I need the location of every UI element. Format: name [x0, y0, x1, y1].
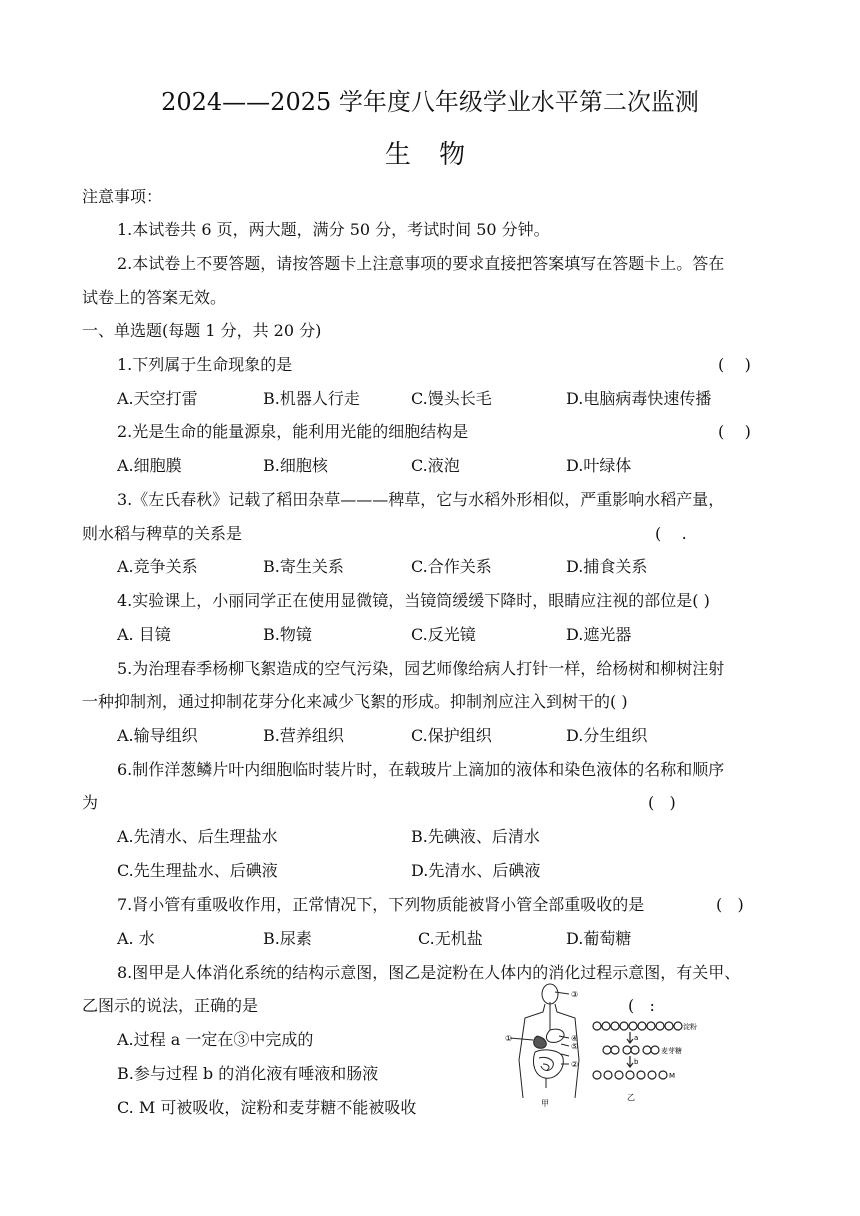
question-3-option-b: B.寄生关系 — [263, 557, 344, 576]
question-6-option-b: B.先碘液、后清水 — [411, 827, 540, 846]
question-7-option-b: B.尿素 — [263, 929, 312, 948]
figure-label-m: M — [669, 1072, 676, 1080]
question-7-option-a: A. 水 — [117, 929, 155, 948]
question-3-stem-line2: 则水稻与稗草的关系是 — [82, 524, 243, 543]
question-7-option-c: C.无机盐 — [418, 929, 483, 948]
question-3-stem-line1: 3.《左氏春秋》记载了稻田杂草———稗草，它与水稻外形相似，严重影响水稻产量， — [117, 490, 725, 509]
section-heading: 一、单选题(每题 1 分，共 20 分) — [82, 321, 322, 340]
figure-num-5: ⑤ — [571, 1042, 579, 1051]
question-1-stem: 1.下列属于生命现象的是 — [117, 355, 293, 374]
question-4-option-b: B.物镜 — [263, 625, 312, 644]
question-6-option-c: C.先生理盐水、后碘液 — [117, 861, 278, 880]
figure-label-a: a — [634, 1034, 639, 1042]
question-7-stem: 7.肾小管有重吸收作用，正常情况下，下列物质能被肾小管全部重吸收的是 — [117, 895, 645, 914]
question-2-stem: 2.光是生命的能量源泉，能利用光能的细胞结构是 — [117, 422, 469, 441]
question-6-option-a: A.先清水、后生理盐水 — [117, 827, 278, 846]
figure-num-1: ① — [505, 1034, 513, 1043]
question-7-option-d: D.葡萄糖 — [566, 929, 632, 948]
question-8-stem-line2: 乙图示的说法，正确的是 — [82, 996, 259, 1015]
question-2-option-d: D.叶绿体 — [566, 456, 632, 475]
question-5-option-c: C.保护组织 — [411, 726, 492, 745]
question-2-answer-paren: ( ) — [718, 422, 751, 441]
figure-label-maltose: 麦芽糖 — [661, 1047, 682, 1055]
question-4-option-c: C.反光镜 — [411, 625, 476, 644]
question-8-option-b: B.参与过程 b 的消化液有唾液和肠液 — [117, 1064, 379, 1083]
figure-label-yi: 乙 — [627, 1093, 635, 1102]
question-2-option-a: A.细胞膜 — [117, 456, 182, 475]
figure-label-starch: 淀粉 — [683, 1023, 697, 1031]
question-4-option-d: D.遮光器 — [566, 625, 632, 644]
question-1-option-a: A.天空打雷 — [117, 389, 198, 408]
question-8-stem-line1: 8.图甲是人体消化系统的结构示意图，图乙是淀粉在人体内的消化过程示意图，有关甲、 — [117, 963, 741, 982]
question-1-option-c: C.馒头长毛 — [411, 389, 492, 408]
question-1-answer-paren: ( ) — [718, 355, 751, 374]
notice-heading: 注意事项： — [82, 187, 163, 206]
question-5-stem-line1: 5.为治理春季杨柳飞絮造成的空气污染，园艺师像给病人打针一样，给杨树和柳树注射 — [117, 659, 725, 678]
question-8-option-c: C. M 可被吸收，淀粉和麦芽糖不能被吸收 — [117, 1098, 417, 1117]
figure-label-jia: 甲 — [541, 1099, 549, 1108]
notice-item-2-line1: 2.本试卷上不要答题，请按答题卡上注意事项的要求直接把答案填写在答题卡上。答在 — [117, 254, 725, 273]
figure-num-3: ③ — [571, 990, 579, 999]
figure-num-2: ② — [571, 1060, 579, 1069]
question-1-option-b: B.机器人行走 — [263, 389, 360, 408]
question-4-stem: 4.实验课上，小丽同学正在使用显微镜，当镜筒缓缓下降时，眼睛应注视的部位是( ) — [117, 591, 710, 610]
figure-label-b: b — [634, 1058, 639, 1066]
notice-item-2-line2: 试卷上的答案无效。 — [82, 288, 227, 307]
question-5-option-b: B.营养组织 — [263, 726, 344, 745]
question-6-answer-paren: ( ) — [648, 793, 676, 812]
question-1-option-d: D.电脑病毒快速传播 — [566, 389, 712, 408]
question-3-option-d: D.捕食关系 — [566, 557, 648, 576]
notice-item-1: 1.本试卷共 6 页，两大题，满分 50 分，考试时间 50 分钟。 — [117, 220, 550, 239]
question-3-answer-paren: ( . — [655, 524, 687, 543]
digestive-system-diagram — [510, 984, 579, 1098]
question-8-answer-paren: ( : — [628, 996, 655, 1015]
question-8-option-a: A.过程 a 一定在③中完成的 — [117, 1030, 314, 1049]
question-6-stem-line2: 为 — [82, 793, 99, 812]
question-4-option-a: A. 目镜 — [117, 625, 171, 644]
question-2-option-c: C.液泡 — [411, 456, 460, 475]
question-6-option-d: D.先清水、后碘液 — [411, 861, 541, 880]
question-5-option-a: A.输导组织 — [117, 726, 198, 745]
question-7-answer-paren: ( ) — [716, 895, 744, 914]
question-3-option-c: C.合作关系 — [411, 557, 492, 576]
question-5-option-d: D.分生组织 — [566, 726, 648, 745]
exam-title: 2024——2025 学年度八年级学业水平第二次监测 — [161, 88, 699, 116]
question-6-stem-line1: 6.制作洋葱鳞片叶内细胞临时装片时，在载玻片上滴加的液体和染色液体的名称和顺序 — [117, 760, 725, 779]
digestion-figure — [505, 980, 725, 1110]
question-3-option-a: A.竞争关系 — [117, 557, 198, 576]
exam-subject: 生 物 — [384, 140, 476, 170]
question-2-option-b: B.细胞核 — [263, 456, 328, 475]
figure-num-4: ④ — [571, 1034, 579, 1043]
question-5-stem-line2: 一种抑制剂，通过抑制花芽分化来减少飞絮的形成。抑制剂应注入到树干的( ) — [82, 692, 628, 711]
